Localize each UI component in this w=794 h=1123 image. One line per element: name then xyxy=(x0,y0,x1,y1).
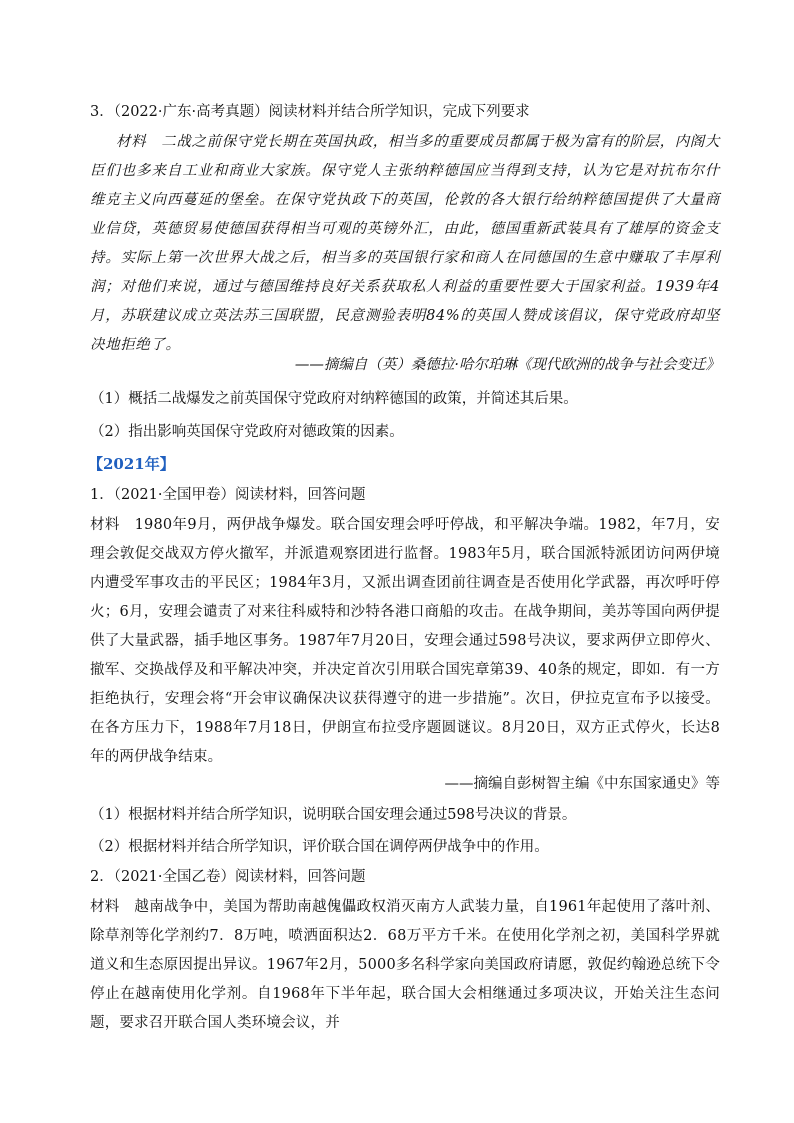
question-1-heading: 1．（2021·全国甲卷）阅读材料，回答问题 xyxy=(90,487,366,503)
question-2-material: 材料 越南战争中，美国为帮助南越傀儡政权消灭南方人武装力量，自1961年起使用了落叶剂、除草剂等化学剂约7．8万吨，喷洒面积达2．68万平方千米。在使用化学剂之初，美国科学界就道义和生态原因提出异议。1967年2月，5000多名科学家向美国政府请愿，敦促约翰逊总统下令停止在越南使用化学剂。自1968年下半年起，联合国大会相继通过多项决议，开始关注生态问题，要求召开联合国人类环境会议，并 xyxy=(90,899,720,1031)
question-3-sub-1: （1）概括二战爆发之前英国保守党政府对纳粹德国的政策，并简述其后果。 xyxy=(90,391,578,407)
question-3-heading: 3．（2022·广东·高考真题）阅读材料并结合所学知识，完成下列要求 xyxy=(90,104,530,120)
year-heading-2021: 【2021年】 xyxy=(88,455,175,473)
question-1-sub-2: （2）根据材料并结合所学知识，评价联合国在调停两伊战争中的作用。 xyxy=(90,839,549,855)
question-3-material: 材料 二战之前保守党长期在英国执政，相当多的重要成员都属于极为富有的阶层，内阁大臣们也多来自工业和商业大家族。保守党人主张纳粹德国应当得到支持，认为它是对抗布尔什维克主义向西蔓延的堡垒。在保守党执政下的英国，伦敦的各大银行给纳粹德国提供了大量商业信贷，英德贸易使德国获得相当可观的英镑外汇，由此，德国重新武装具有了雄厚的资金支持。实际上第一次世界大战之后，相当多的英国银行家和商人在同德国的生意中赚取了丰厚利润；对他们来说，通过与德国维持良好关系获取私人利益的重要性要大于国家利益。1939年4月，苏联建议成立英法苏三国联盟，民意测验表明84%的英国人赞成该倡议，保守党政府却坚决地拒绝了。 xyxy=(90,134,720,353)
question-1-material: 材料 1980年9月，两伊战争爆发。联合国安理会呼吁停战，和平解决争端。1982，年7月，安理会敦促交战双方停火撤军，并派遣观察团进行监督。1983年5月，联合国派特派团访问两伊境内遭受军事攻击的平民区；1984年3月，又派出调查团前往调查是否使用化学武器，再次呼吁停火；6月，安理会谴责了对来往科威特和沙特各港口商船的攻击。在战争期间，美苏等国向两伊提供了大量武器，插手地区事务。1987年7月20日，安理会通过598号决议，要求两伊立即停火、撤军、交换战俘及和平解决冲突，并决定首次引用联合国宪章第39、40条的规定，即如．有一方拒绝执行，安理会将“开会审议确保决议获得遵守的进一步措施”。次日，伊拉克宣布予以接受。在各方压力下，1988年7月18日，伊朗宣布拉受序题圆谜议。8月20日，双方正式停火，长达8年的两伊战争结束。 xyxy=(90,517,720,765)
question-2-heading: 2．（2021·全国乙卷）阅读材料，回答问题 xyxy=(90,869,366,885)
question-1-sub-1: （1）根据材料并结合所学知识，说明联合国安理会通过598号决议的背景。 xyxy=(90,807,577,823)
question-3-sub-2: （2）指出影响英国保守党政府对德政策的因素。 xyxy=(90,424,404,440)
question-1-source: ——摘编自彭树智主编《中东国家通史》等 xyxy=(444,776,720,792)
question-3-source: ——摘编自（英）桑德拉·哈尔珀琳《现代欧洲的战争与社会变迁》 xyxy=(294,357,720,373)
